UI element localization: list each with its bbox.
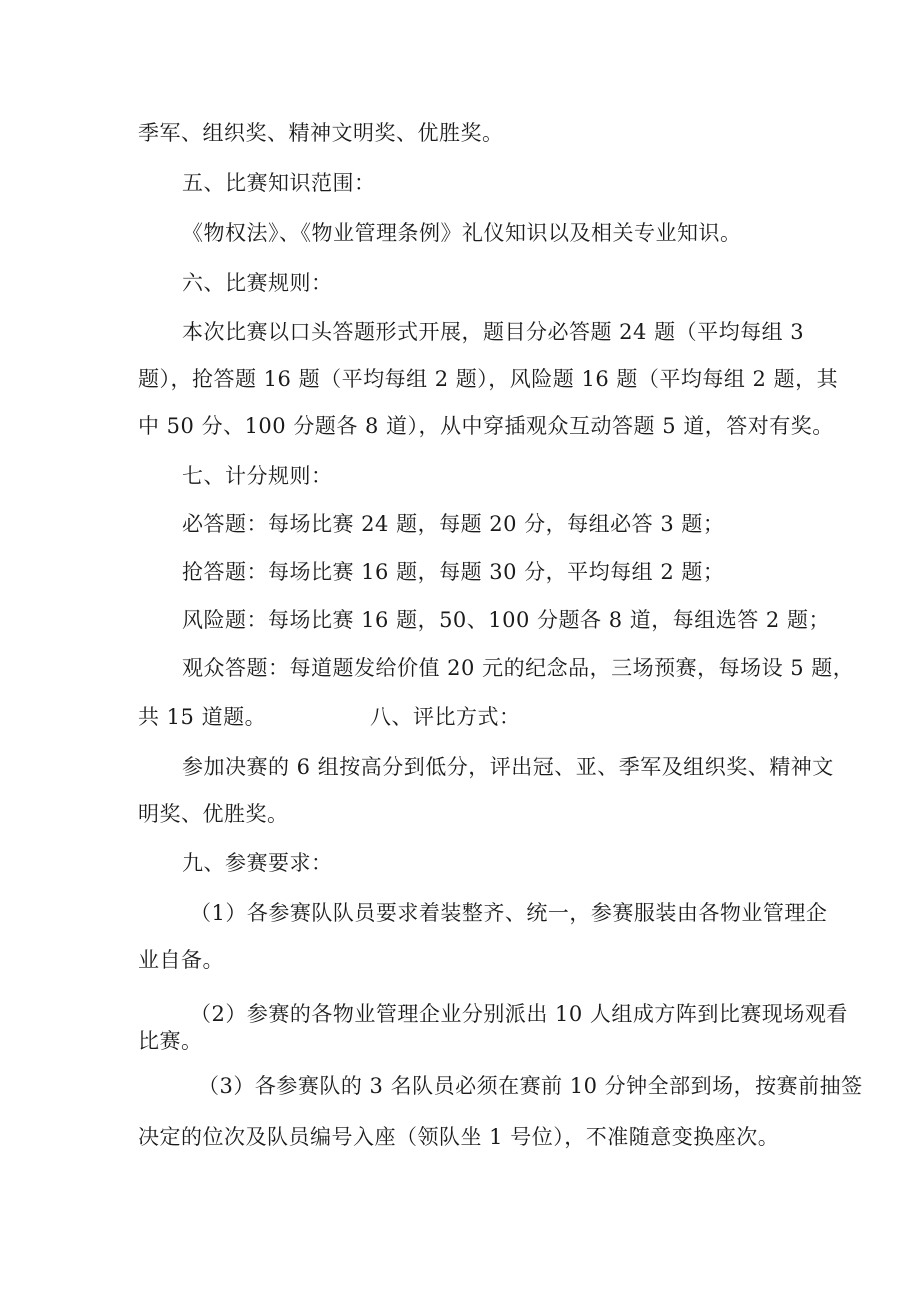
text-line-evaluation-1: 参加决赛的 6 组按高分到低分，评出冠、亚、季军及组织奖、精神文 — [182, 755, 834, 779]
text-line-evaluation-2: 明奖、优胜奖。 — [138, 802, 289, 826]
section-heading-participation-requirements: 九、参赛要求： — [182, 851, 333, 875]
text-line-rules-2: 题），抢答题 16 题（平均每组 2 题），风险题 16 题（平均每组 2 题，其 — [138, 367, 839, 391]
text-line-requirement-1a: （1）各参赛队队员要求着装整齐、统一，参赛服装由各物业管理企 — [190, 901, 828, 925]
text-line-risk-questions: 风险题：每场比赛 16 题，50、100 分题各 8 道，每组选答 2 题； — [182, 608, 830, 632]
text-line-rules-1: 本次比赛以口头答题形式开展，题目分必答题 24 题（平均每组 3 — [182, 320, 805, 344]
text-line-audience-questions-2: 共 15 道题。 — [138, 705, 267, 729]
text-line-buzzer-questions: 抢答题：每场比赛 16 题，每题 30 分，平均每组 2 题； — [182, 560, 725, 584]
text-line-requirement-1b: 业自备。 — [138, 948, 224, 972]
section-heading-knowledge-scope: 五、比赛知识范围： — [182, 171, 376, 195]
text-line-knowledge-scope: 《物权法》、《物业管理条例》礼仪知识以及相关专业知识。 — [182, 221, 742, 245]
section-heading-scoring-rules: 七、计分规则： — [182, 464, 333, 488]
text-line-awards-continued: 季军、组织奖、精神文明奖、优胜奖。 — [138, 121, 504, 145]
text-line-rules-3: 中 50 分、100 分题各 8 道），从中穿插观众互动答题 5 道，答对有奖。 — [138, 414, 834, 438]
text-line-required-questions: 必答题：每场比赛 24 题，每题 20 分，每组必答 3 题； — [182, 512, 725, 536]
text-line-audience-questions-1: 观众答题：每道题发给价值 20 元的纪念品，三场预赛，每场设 5 题， — [182, 656, 855, 680]
text-line-requirement-3b: 决定的位次及队员编号入座（领队坐 1 号位），不准随意变换座次。 — [138, 1125, 780, 1149]
text-line-requirement-2b: 比赛。 — [138, 1029, 203, 1053]
section-heading-competition-rules: 六、比赛规则： — [182, 271, 333, 295]
section-heading-evaluation-method: 八、评比方式： — [370, 705, 521, 729]
text-line-requirement-3a: （3）各参赛队的 3 名队员必须在赛前 10 分钟全部到场，按赛前抽签 — [198, 1074, 863, 1098]
text-line-requirement-2a: （2）参赛的各物业管理企业分别派出 10 人组成方阵到比赛现场观看 — [190, 1002, 848, 1026]
